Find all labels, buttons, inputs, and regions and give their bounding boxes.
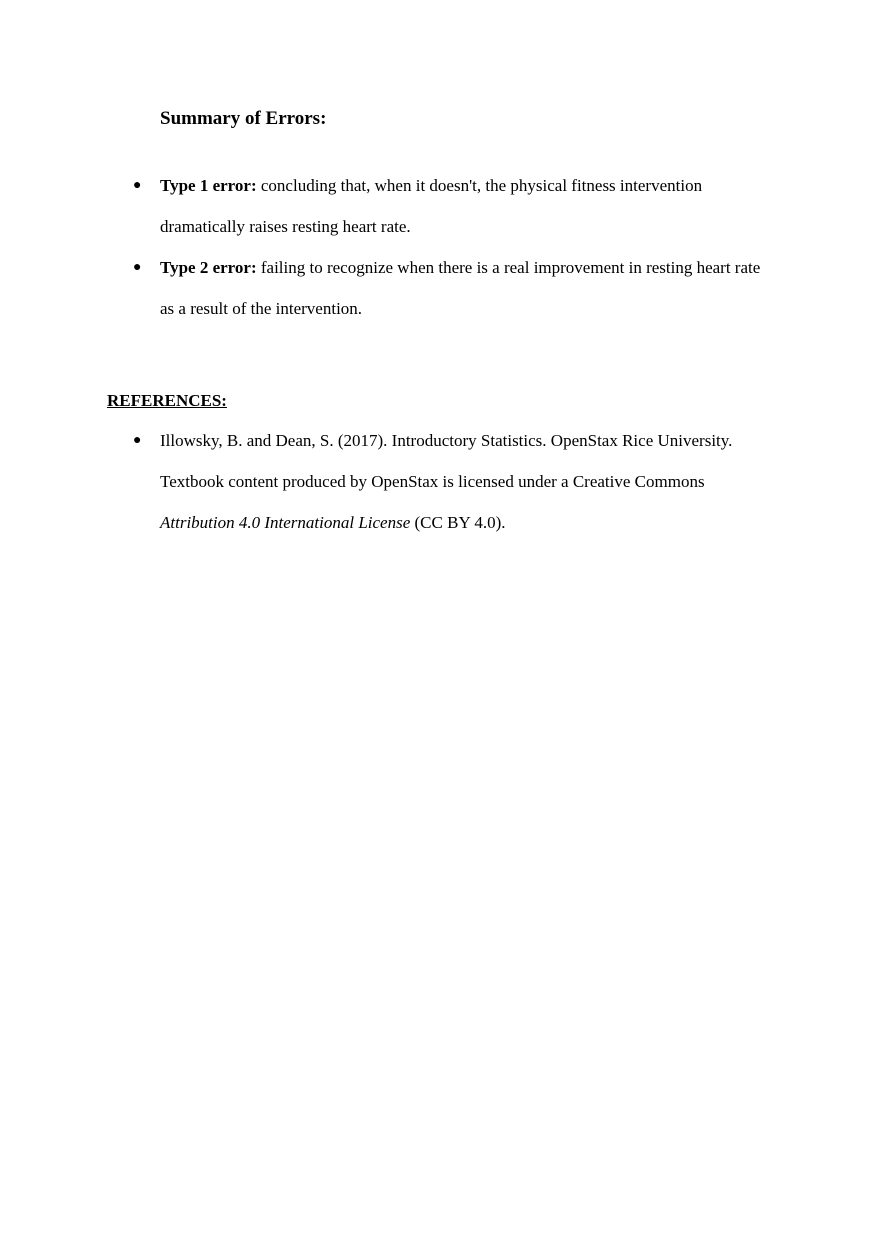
list-item-type-1-error [0, 165, 880, 247]
error-term: Type 2 error: [160, 258, 257, 277]
error-term: Type 1 error: [160, 176, 257, 195]
bullet-icon: ● [133, 433, 142, 448]
reference-text-end: (CC BY 4.0). [410, 513, 506, 532]
reference-list [0, 420, 880, 543]
license-name: Attribution 4.0 International License [160, 513, 411, 532]
reference-item [0, 420, 880, 543]
bullet-icon: ● [133, 178, 142, 193]
summary-heading: Summary of Errors: [160, 108, 327, 129]
error-description: concluding that, when it doesn't, the physical fitness intervention dramatically raises resting heart rate. [160, 176, 703, 236]
error-list [0, 165, 880, 329]
bullet-icon: ● [133, 260, 142, 275]
list-item-type-2-error [0, 247, 880, 329]
error-description: failing to recognize when there is a real improvement in resting heart rate as a result of the intervention. [160, 258, 761, 318]
references-heading: REFERENCES: [107, 391, 227, 410]
reference-text: Illowsky, B. and Dean, S. (2017). Introductory Statistics. OpenStax Rice University. Textbook content produced by OpenStax is licensed under a Creative Commons [160, 431, 733, 491]
